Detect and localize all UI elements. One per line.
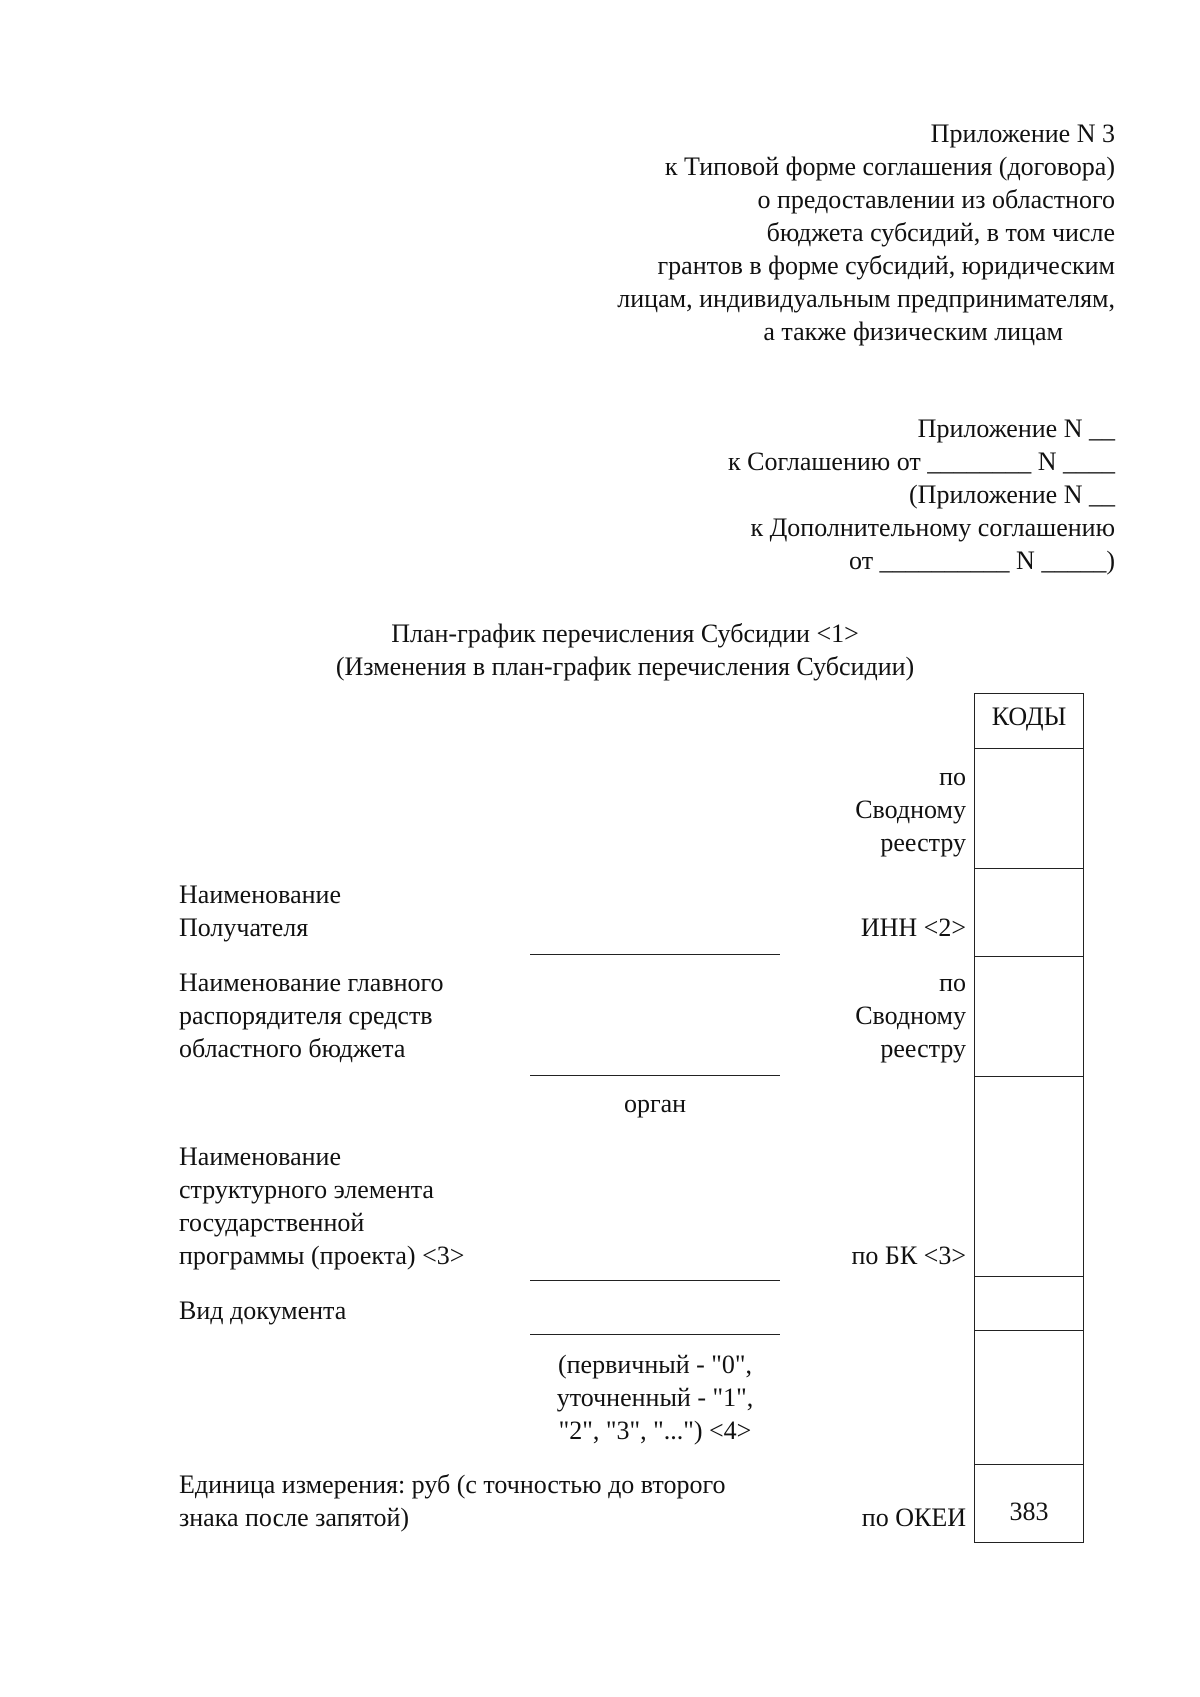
label-line: знака после запятой) [179, 1503, 410, 1532]
recipient-name-label [179, 878, 341, 944]
appendix-line: к Соглашению от ________ N ____ [728, 447, 1115, 476]
label-line: программы (проекта) <3> [179, 1241, 465, 1270]
header-line: Приложение N 3 [930, 119, 1115, 148]
struct-element-label [179, 1140, 464, 1272]
appendix-line: к Дополнительному соглашению [750, 513, 1115, 542]
label-line: Сводному [855, 795, 966, 824]
organ-caption [530, 1087, 780, 1120]
codes-divider [975, 956, 1083, 957]
label-line: государственной [179, 1208, 365, 1237]
svodny-reestr-label-2 [855, 966, 966, 1065]
label-line: Получателя [179, 913, 309, 942]
header-block [617, 117, 1115, 348]
doc-type-note [530, 1348, 780, 1447]
doc-type-label [179, 1294, 346, 1327]
label-line: Вид документа [179, 1296, 347, 1325]
label-line: по [939, 968, 966, 997]
label-line: реестру [880, 828, 966, 857]
codes-divider [975, 1330, 1083, 1331]
header-line: грантов в форме субсидий, юридическим [657, 251, 1115, 280]
appendix-block [728, 412, 1115, 577]
header-line: бюджета субсидий, в том числе [766, 218, 1115, 247]
label-line: областного бюджета [179, 1034, 406, 1063]
label-line: Единица измерения: руб (с точностью до второго [179, 1470, 726, 1499]
bk-label [851, 1239, 966, 1272]
label-line: ИНН <2> [860, 913, 966, 942]
appendix-line: (Приложение N __ [909, 480, 1115, 509]
label-line: по БК <3> [851, 1241, 966, 1270]
label-line: Наименование [179, 880, 341, 909]
label-line: структурного элемента [179, 1175, 434, 1204]
okei-code-value: 383 [1009, 1497, 1049, 1526]
header-line: о предоставлении из областного [757, 185, 1115, 214]
codes-divider [975, 868, 1083, 869]
label-line: реестру [880, 1034, 966, 1063]
inn-label [861, 911, 966, 944]
codes-column [974, 693, 1084, 1543]
label-line: (первичный - "0", [557, 1350, 753, 1379]
doc-type-field[interactable] [530, 1334, 780, 1335]
label-line: распорядителя средств [179, 1001, 433, 1030]
appendix-line: Приложение N __ [917, 414, 1115, 443]
unit-label [179, 1468, 725, 1534]
codes-header: КОДЫ [991, 702, 1067, 731]
header-line: к Типовой форме соглашения (договора) [664, 152, 1115, 181]
label-line: орган [623, 1089, 687, 1118]
codes-divider [975, 748, 1083, 749]
codes-divider [975, 1464, 1083, 1465]
label-line: по ОКЕИ [861, 1503, 966, 1532]
manager-name-label [179, 966, 444, 1065]
codes-divider [975, 1076, 1083, 1077]
codes-divider [975, 1276, 1083, 1277]
page-title [0, 617, 1200, 683]
label-line: Сводному [855, 1001, 966, 1030]
recipient-name-field[interactable] [530, 954, 780, 955]
header-line: лицам, индивидуальным предпринимателям, [617, 284, 1115, 313]
label-line: "2", "3", "...") <4> [558, 1416, 752, 1445]
manager-name-field[interactable] [530, 1075, 780, 1076]
header-line: а также физическим лицам [763, 317, 1063, 346]
appendix-line: от __________ N _____) [849, 546, 1115, 575]
label-line: Наименование главного [179, 968, 444, 997]
label-line: по [939, 762, 966, 791]
struct-element-field[interactable] [530, 1280, 780, 1281]
title-line-2: (Изменения в план-график перечисления Субсидии) [335, 652, 915, 681]
title-line-1: План-график перечисления Субсидии <1> [391, 619, 859, 648]
label-line: уточненный - "1", [556, 1383, 754, 1412]
label-line: Наименование [179, 1142, 341, 1171]
svodny-reestr-label-1 [855, 760, 966, 859]
okei-label [862, 1501, 966, 1534]
